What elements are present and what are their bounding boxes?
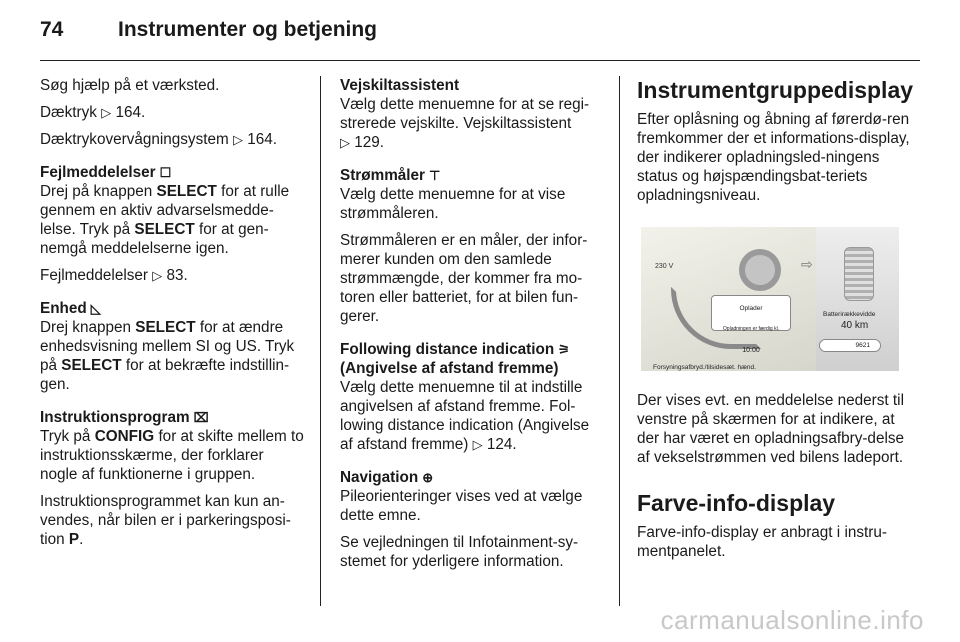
following-distance-icon: ⚞	[558, 342, 570, 357]
instruction-icon: ⌧	[193, 410, 209, 425]
section-title: Following distance indication ⚞ (Angivelse af afstand fremme)	[340, 341, 570, 377]
paragraph: Farve-info-display er anbragt i instru-mentpanelet.	[637, 524, 887, 560]
paragraph: Vælg dette menuemne for at vise strømmåleren.	[340, 186, 566, 222]
ref-arrow-icon: ▷	[472, 437, 483, 452]
section-title: Strømmåler ⊤	[340, 167, 441, 184]
charger-status-box: Oplader Opladningen er færdig kl. 10:00	[711, 295, 791, 331]
column-divider-left	[320, 76, 321, 606]
paragraph: Instruktionsprogrammet kan kun an-vendes, når bilen er i parkeringsposi-tion P.	[40, 493, 291, 548]
charging-plug-icon	[739, 249, 781, 291]
column-middle	[340, 76, 605, 579]
page-number: 74	[40, 18, 64, 41]
paragraph: Pileorienteringer vises ved at vælge dette emne.	[340, 488, 583, 524]
section-heading: Instrumentgruppedisplay	[637, 77, 914, 103]
ref-arrow-icon: ▷	[152, 268, 163, 283]
section-title: Navigation ⊕	[340, 469, 434, 486]
section-title: Instruktionsprogram ⌧	[40, 409, 209, 426]
ref-arrow-icon: ▷	[340, 135, 350, 150]
section-heading: Farve-info-display	[637, 490, 836, 516]
paragraph: Søg hjælp på et værksted.	[40, 77, 220, 94]
ref-arrow-icon: ▷	[101, 105, 112, 120]
paragraph: Dæktrykovervågningsystem ▷ 164.	[40, 131, 278, 148]
ref-arrow-icon: ▷	[232, 132, 243, 147]
paragraph: Drej på knappen SELECT for at rulle gennem en aktiv advarselsmedde-lelse. Tryk på SELECT for at gen-nemgå meddelelserne igen.	[40, 183, 290, 257]
status-message: Forsyningsafbryd./tilsidesæt. hænd.	[653, 364, 756, 371]
charge-arrow-icon: ⇨	[801, 256, 813, 272]
column-right	[637, 76, 917, 569]
column-left	[40, 76, 305, 557]
page-title: Instrumenter og betjening	[118, 18, 378, 41]
section-title: Vejskiltassistent	[340, 77, 460, 94]
paragraph: Se vejledningen til Infotainment-sy-stemet for yderligere information.	[340, 534, 579, 570]
power-meter-icon: ⊤	[429, 168, 441, 183]
odometer: 9621	[819, 339, 881, 352]
message-icon: ☐	[159, 165, 172, 180]
paragraph: Dæktryk ▷ 164.	[40, 104, 146, 121]
page-header	[40, 18, 377, 48]
paragraph: Drej knappen SELECT for at ændre enhedsvisning mellem SI og US. Tryk på SELECT for at bekræfte indstillin-gen.	[40, 319, 295, 393]
paragraph: Efter oplåsning og åbning af førerdø-ren fremkommer der et informations-display, der indikerer opladningsled-ningens status og højspændingsbat-teriets opladningsniveau.	[637, 111, 910, 204]
header-rule	[40, 60, 920, 61]
paragraph: Vælg dette menuemne for at se regi-strerede vejskilte. Vejskiltassistent ▷ 129.	[340, 96, 590, 151]
unit-icon: ◺	[90, 301, 101, 316]
column-divider-right	[619, 76, 620, 606]
paragraph: Strømmåleren er en måler, der infor-merer kunden om den samlede strømmængde, der kommer fra mo-toren eller batteriet, for at bilen fun-gerer.	[340, 232, 588, 325]
paragraph: Fejlmeddelelser ▷ 83.	[40, 267, 188, 284]
paragraph: Der vises evt. en meddelelse nederst til venstre på skærmen for at indikere, at der har været en opladningsafbry-delse af vekselstrømmen ved bilens ladeport.	[637, 392, 905, 466]
paragraph: Tryk på CONFIG for at skifte mellem to instruktionsskærme, der forklarer nogle af funktionerne i gruppen.	[40, 428, 304, 483]
paragraph: Vælg dette menuemne til at indstille angivelsen af afstand fremme. Fol-lowing distance indication (Angivelse af afstand fremme) ▷ 124.	[340, 379, 590, 453]
range-value: 40 km	[841, 320, 869, 331]
watermark: carmanualsonline.info	[660, 605, 924, 635]
navigation-icon: ⊕	[422, 470, 434, 485]
section-title: Enhed ◺	[40, 300, 101, 317]
range-label: Batterirækkevidde	[823, 311, 876, 318]
section-title: Fejlmeddelelser ☐	[40, 164, 172, 181]
instrument-display-figure	[641, 227, 899, 371]
battery-icon	[844, 247, 874, 301]
figure-voltage: 230 V	[655, 263, 674, 270]
